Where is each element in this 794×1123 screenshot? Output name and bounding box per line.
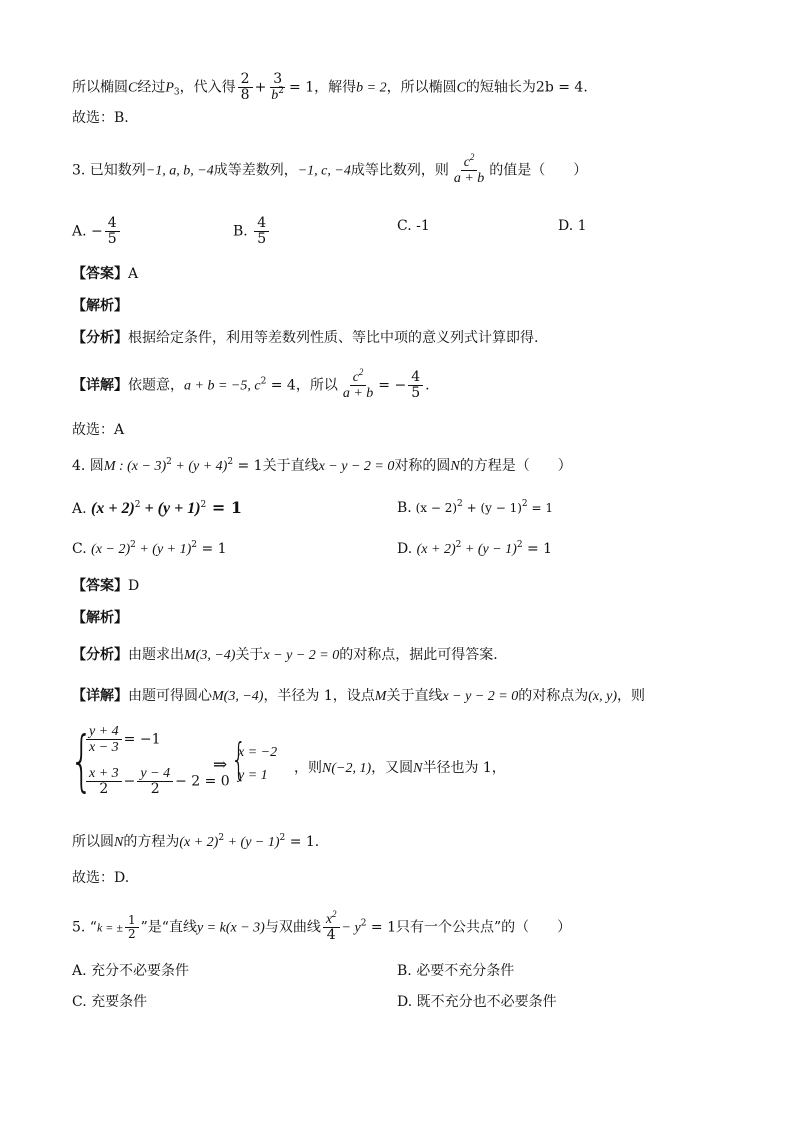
text: 的短轴长为 xyxy=(465,79,536,96)
superscript: 2 xyxy=(278,86,285,96)
subscript: 3 xyxy=(173,87,180,98)
math: (x + 2) xyxy=(91,500,135,517)
superscript: 2 xyxy=(521,499,528,509)
math: + (y + 4) xyxy=(171,459,228,474)
q3-option-c xyxy=(397,216,430,236)
math: = 1. xyxy=(285,834,320,850)
math-var: x xyxy=(325,912,333,927)
math: a + b = −5, c xyxy=(184,378,261,394)
math: − xyxy=(123,773,136,790)
denominator: 2 xyxy=(150,781,160,797)
text: ，所以椭圆 xyxy=(386,79,457,96)
q5-option-a xyxy=(72,961,189,981)
superscript: 2 xyxy=(218,833,225,843)
q3-answer xyxy=(72,264,138,284)
denominator: x − 3 xyxy=(89,740,119,755)
superscript: 2 xyxy=(260,376,267,387)
q3-choice: 故选：A xyxy=(72,422,125,438)
math: : (x − 3) xyxy=(115,459,167,474)
numerator xyxy=(461,152,478,171)
math: (x + 2) xyxy=(416,542,456,557)
plus-sign: + xyxy=(254,79,267,96)
math: M(3, −4) xyxy=(212,689,264,704)
numerator: 4 xyxy=(254,216,269,232)
math: (x, y) xyxy=(588,689,618,704)
question-3-stem xyxy=(72,152,588,186)
denominator: 8 xyxy=(240,87,250,103)
math: x − y − 2 = 0 xyxy=(263,648,340,663)
text: 的值是（ ） xyxy=(489,162,588,179)
denominator: a + b xyxy=(342,386,374,401)
text: 只有一个公共点”的（ ） xyxy=(396,919,572,936)
q3-option-b xyxy=(233,216,271,247)
math: k = ± xyxy=(96,920,123,935)
math: − 2 = 0 xyxy=(175,773,230,790)
option-text: 充分不必要条件 xyxy=(91,963,190,979)
text: 的对称点为 xyxy=(518,688,589,704)
text: 成等比数列，则 xyxy=(350,162,449,179)
option-text: -1 xyxy=(416,218,430,234)
math: (x − 2) xyxy=(91,542,131,557)
q4-option-b xyxy=(397,498,553,518)
answer-tag: 【答案】 xyxy=(72,266,128,282)
superscript: 2 xyxy=(516,540,523,550)
choice-line: 故选：B. xyxy=(72,110,129,126)
text: ，半径为 1，设点 xyxy=(263,688,375,704)
implies-arrow: ⇒ xyxy=(213,755,228,775)
text: ，则 xyxy=(294,760,322,776)
q4-answer xyxy=(72,576,139,596)
fraction xyxy=(340,367,376,401)
math-var: M xyxy=(374,689,387,704)
math-var: N xyxy=(413,761,423,776)
superscript: 2 xyxy=(469,152,475,162)
text: 的对称点，据此可得答案. xyxy=(339,647,498,663)
system-row-1 xyxy=(84,724,161,755)
denominator: 4 xyxy=(326,927,336,943)
q4-option-d xyxy=(397,539,552,560)
option-label: B. xyxy=(397,963,412,979)
option-label: A. xyxy=(72,963,87,979)
text: . xyxy=(583,79,588,96)
text: 依题意， xyxy=(128,377,184,394)
math-var: b xyxy=(271,88,279,103)
numerator: 1 xyxy=(125,914,139,928)
math: = − xyxy=(378,377,407,394)
option-label: C. xyxy=(72,994,87,1010)
math: = 1 xyxy=(197,541,227,557)
result-row-1: x = −2 xyxy=(238,745,278,760)
math: b = 2 xyxy=(356,80,387,96)
superscript: 2 xyxy=(279,833,286,843)
math: = 1 xyxy=(366,919,396,936)
xiangjie-tag: 【详解】 xyxy=(72,688,128,704)
fraction xyxy=(105,216,120,247)
q3-option-d xyxy=(558,216,587,236)
fraction xyxy=(254,216,269,247)
math: + (y − 1) xyxy=(224,835,280,850)
text: 关于直线 xyxy=(386,688,443,704)
text: ，代入得 xyxy=(179,79,236,96)
text: 的方程为 xyxy=(123,834,180,850)
text: . xyxy=(425,377,430,394)
numerator: 4 xyxy=(105,216,120,232)
denominator: 5 xyxy=(411,385,421,401)
math: 2b = 4 xyxy=(535,79,584,96)
numerator: 2 xyxy=(238,72,253,88)
math: x − y − 2 = 0 xyxy=(442,689,519,704)
text: ，又圆 xyxy=(371,760,414,776)
superscript: 2 xyxy=(455,540,462,550)
math: = 1 xyxy=(522,541,553,557)
text: 半径也为 1， xyxy=(422,760,506,776)
answer-value: D xyxy=(128,578,140,594)
math-var: P xyxy=(165,80,174,96)
q4-option-c xyxy=(72,539,227,560)
q3-analysis-tag: 【解析】 xyxy=(72,298,128,314)
text: 所以椭圆 xyxy=(72,79,128,96)
numerator: x + 3 xyxy=(86,766,122,782)
fraction xyxy=(86,766,122,797)
denominator: 5 xyxy=(107,231,117,247)
fraction xyxy=(125,914,139,941)
numerator: y − 4 xyxy=(137,766,173,782)
option-label: A. xyxy=(72,501,87,517)
equation-system xyxy=(72,724,632,808)
text: 与双曲线 xyxy=(264,919,321,936)
prev-solution-line xyxy=(72,72,588,103)
math-var: c xyxy=(352,370,359,385)
option-label: D. xyxy=(558,218,574,234)
text: 对称的圆 xyxy=(394,458,451,474)
denominator: a + b xyxy=(453,171,485,186)
math: + (y − 1) xyxy=(462,501,522,515)
option-label: D. xyxy=(397,541,413,557)
fraction xyxy=(238,72,253,103)
numerator xyxy=(350,367,367,386)
text: ”是“直线 xyxy=(140,919,197,936)
math: = 1 xyxy=(206,498,242,517)
fraction xyxy=(408,370,423,401)
option-label: B. xyxy=(233,223,248,240)
superscript: 2 xyxy=(332,909,337,919)
q4-final-line xyxy=(72,832,319,853)
superscript: 2 xyxy=(358,367,364,377)
left-brace-icon: { xyxy=(231,734,247,785)
math-var: N xyxy=(114,835,124,850)
superscript: 2 xyxy=(227,457,234,467)
math: = 1 xyxy=(289,79,315,96)
q4-option-a xyxy=(72,498,242,519)
fraction xyxy=(323,909,340,943)
q5-option-d xyxy=(397,992,557,1012)
math-var: C xyxy=(456,80,466,96)
math: x − y − 2 = 0 xyxy=(318,459,395,474)
answer-value: A xyxy=(128,266,139,282)
math: = −1 xyxy=(123,731,161,748)
math: + (y + 1) xyxy=(135,542,192,557)
math: − y xyxy=(341,920,361,936)
option-label: B. xyxy=(397,500,412,516)
superscript: 2 xyxy=(134,500,141,510)
minus-sign: − xyxy=(91,223,103,240)
option-text: 1 xyxy=(577,218,587,234)
math: + (y − 1) xyxy=(461,542,517,557)
text: 根据给定条件，利用等差数列性质、等比中项的意义列式计算即得. xyxy=(128,330,539,346)
numerator: 3 xyxy=(270,72,285,88)
math: N(−2, 1) xyxy=(322,761,372,776)
system-row-2 xyxy=(84,766,230,797)
superscript: 2 xyxy=(191,540,198,550)
fraction xyxy=(86,724,122,755)
option-text: 充要条件 xyxy=(91,994,148,1010)
text: 的方程是（ ） xyxy=(459,458,572,474)
option-label: C. xyxy=(397,218,412,234)
denominator xyxy=(268,88,287,103)
math-var: C xyxy=(128,80,138,96)
q3-option-a xyxy=(72,216,122,247)
fraction xyxy=(137,766,173,797)
answer-tag: 【答案】 xyxy=(72,578,128,594)
superscript: 2 xyxy=(200,500,207,510)
text: ，解得 xyxy=(314,79,357,96)
q3-fenxi xyxy=(72,328,538,348)
text: 关于直线 xyxy=(262,458,319,474)
math: + (y + 1) xyxy=(140,500,201,517)
math-var: c xyxy=(463,155,470,170)
q5-option-c xyxy=(72,992,147,1012)
math: (x + 2) xyxy=(179,835,219,850)
fraction xyxy=(268,72,287,103)
text: 所以圆 xyxy=(72,834,114,850)
fenxi-tag: 【分析】 xyxy=(72,647,128,663)
math: M(3, −4) xyxy=(184,648,236,663)
left-brace-icon: { xyxy=(70,722,94,799)
superscript: 2 xyxy=(130,540,136,550)
question-5-stem xyxy=(72,909,572,943)
math: = 1 xyxy=(527,501,553,515)
math: = 4 xyxy=(266,377,296,394)
text: ，则 xyxy=(617,688,646,704)
option-label: A. xyxy=(72,223,87,240)
numerator xyxy=(323,909,340,928)
xiangjie-tag: 【详解】 xyxy=(72,377,128,394)
superscript: 2 xyxy=(457,499,463,509)
text: 成等差数列， xyxy=(213,162,298,179)
option-text: 必要不充分条件 xyxy=(416,963,515,979)
math: −1, c, −4 xyxy=(297,163,351,179)
math: = 1 xyxy=(233,458,263,474)
q5-option-b xyxy=(397,961,514,981)
q4-analysis-tag: 【解析】 xyxy=(72,610,128,626)
text: 由题可得圆心 xyxy=(128,688,212,704)
superscript: 2 xyxy=(166,457,172,467)
text: 3. 已知数列 xyxy=(72,162,146,179)
math-var: N xyxy=(450,459,460,474)
q4-xiangjie xyxy=(72,686,645,707)
text: ，所以 xyxy=(295,377,338,394)
denominator: 2 xyxy=(99,781,109,797)
numerator: 4 xyxy=(408,370,423,386)
fraction xyxy=(451,152,487,186)
q4-fenxi xyxy=(72,645,498,666)
superscript: 2 xyxy=(360,918,367,929)
fenxi-tag: 【分析】 xyxy=(72,330,128,346)
math: y = k(x − 3) xyxy=(196,920,265,936)
text: 4. 圆 xyxy=(72,458,104,474)
denominator: 2 xyxy=(127,927,136,941)
denominator: 5 xyxy=(257,231,267,247)
question-4-stem xyxy=(72,456,572,477)
math: −1, a, b, −4 xyxy=(145,163,214,179)
option-text: 既不充分也不必要条件 xyxy=(416,994,557,1010)
numerator: y + 4 xyxy=(86,724,122,740)
q3-xiangjie xyxy=(72,367,430,401)
option-label: C. xyxy=(72,541,87,557)
q4-choice: 故选：D. xyxy=(72,870,130,886)
text: 经过 xyxy=(137,79,166,96)
system-tail xyxy=(294,757,506,777)
math: (x − 2) xyxy=(415,501,458,515)
text: 由题求出 xyxy=(128,647,184,663)
text: 关于 xyxy=(235,647,264,663)
result-row-2: y = 1 xyxy=(238,768,268,783)
option-label: D. xyxy=(397,994,413,1010)
text: 5. “ xyxy=(72,919,97,936)
math-var: M xyxy=(103,459,116,474)
